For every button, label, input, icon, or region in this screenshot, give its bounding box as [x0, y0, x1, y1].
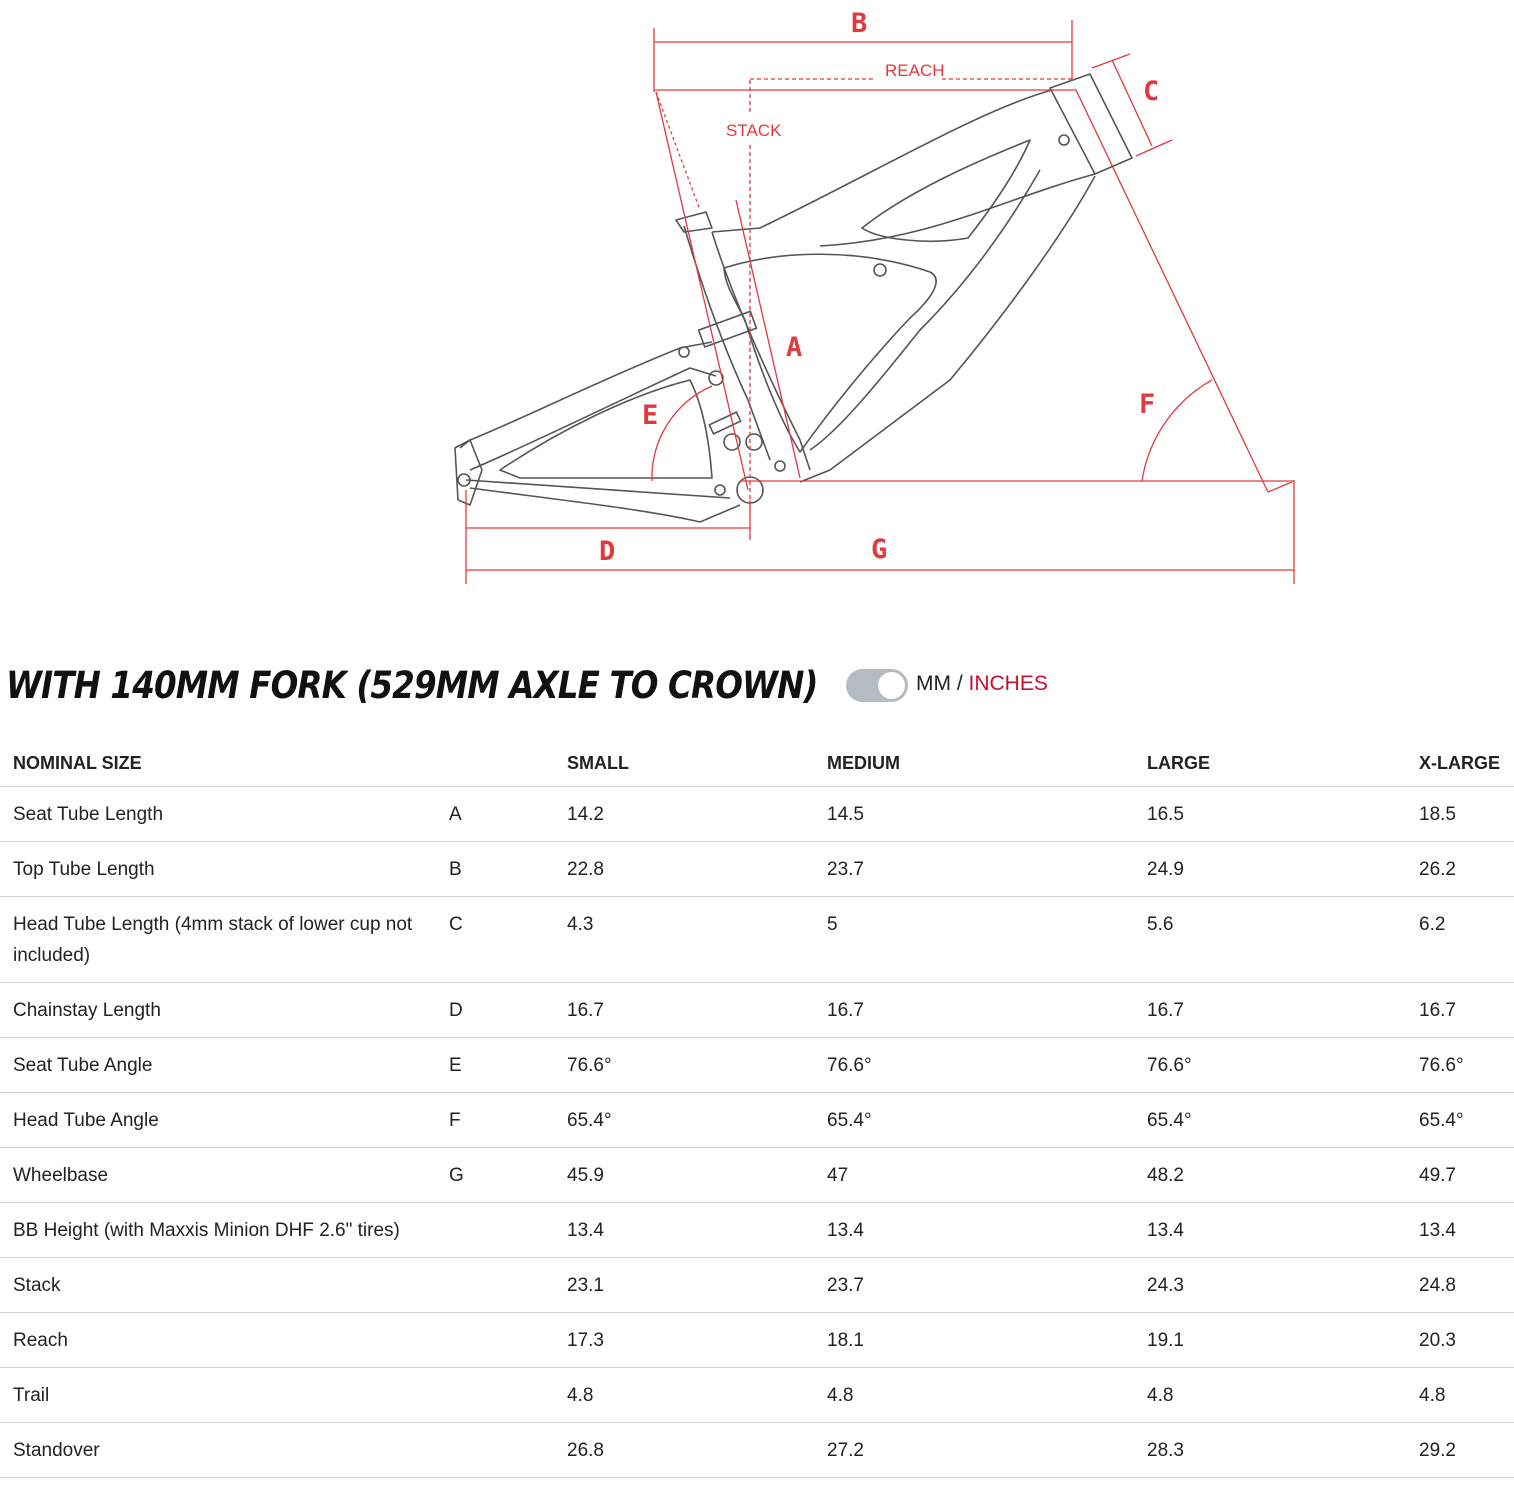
cell-xlarge: 29.2: [1406, 1423, 1514, 1478]
table-row: [0, 1313, 1514, 1368]
label-a: A: [786, 332, 803, 363]
geometry-table: [0, 740, 1514, 1478]
cell-xlarge: 65.4°: [1406, 1093, 1514, 1148]
cell-small: 17.3: [554, 1313, 814, 1368]
row-letter: F: [436, 1093, 554, 1148]
header-medium: MEDIUM: [814, 740, 1134, 787]
cell-xlarge: 24.8: [1406, 1258, 1514, 1313]
table-row: [0, 983, 1514, 1038]
cell-small: 76.6°: [554, 1038, 814, 1093]
cell-large: 65.4°: [1134, 1093, 1406, 1148]
cell-xlarge: 13.4: [1406, 1203, 1514, 1258]
cell-medium: 18.1: [814, 1313, 1134, 1368]
cell-medium: 65.4°: [814, 1093, 1134, 1148]
cell-small: 26.8: [554, 1423, 814, 1478]
cell-xlarge: 4.8: [1406, 1368, 1514, 1423]
label-g: G: [871, 534, 888, 565]
cell-medium: 16.7: [814, 983, 1134, 1038]
table-row: [0, 1148, 1514, 1203]
label-f: F: [1139, 389, 1156, 420]
cell-xlarge: 26.2: [1406, 842, 1514, 897]
row-label: Standover: [0, 1423, 436, 1478]
row-label: Seat Tube Length: [0, 787, 436, 842]
cell-small: 13.4: [554, 1203, 814, 1258]
cell-medium: 4.8: [814, 1368, 1134, 1423]
toggle-knob: [878, 672, 905, 699]
cell-large: 19.1: [1134, 1313, 1406, 1368]
row-label: Head Tube Length (4mm stack of lower cup not included): [0, 897, 436, 983]
dimension-lines: [466, 20, 1294, 584]
header-nominal-size: NOMINAL SIZE: [0, 740, 436, 787]
row-label: Chainstay Length: [0, 983, 436, 1038]
cell-small: 65.4°: [554, 1093, 814, 1148]
frame-geometry-diagram: [0, 0, 1514, 600]
row-letter: C: [436, 897, 554, 983]
cell-medium: 47: [814, 1148, 1134, 1203]
unit-inches-label[interactable]: INCHES: [968, 672, 1048, 695]
cell-xlarge: 16.7: [1406, 983, 1514, 1038]
header-xlarge: X-LARGE: [1406, 740, 1514, 787]
cell-large: 24.9: [1134, 842, 1406, 897]
cell-medium: 27.2: [814, 1423, 1134, 1478]
cell-medium: 76.6°: [814, 1038, 1134, 1093]
cell-large: 16.5: [1134, 787, 1406, 842]
cell-xlarge: 76.6°: [1406, 1038, 1514, 1093]
cell-xlarge: 18.5: [1406, 787, 1514, 842]
cell-small: 4.3: [554, 897, 814, 983]
row-label: Trail: [0, 1368, 436, 1423]
header-large: LARGE: [1134, 740, 1406, 787]
cell-large: 48.2: [1134, 1148, 1406, 1203]
row-label: Wheelbase: [0, 1148, 436, 1203]
cell-small: 45.9: [554, 1148, 814, 1203]
table-row: [0, 1203, 1514, 1258]
cell-xlarge: 49.7: [1406, 1148, 1514, 1203]
row-letter: E: [436, 1038, 554, 1093]
cell-small: 14.2: [554, 787, 814, 842]
unit-labels: [916, 672, 1048, 696]
row-letter: G: [436, 1148, 554, 1203]
cell-small: 23.1: [554, 1258, 814, 1313]
row-label: Stack: [0, 1258, 436, 1313]
row-letter: [436, 1258, 554, 1313]
cell-large: 76.6°: [1134, 1038, 1406, 1093]
cell-medium: 23.7: [814, 842, 1134, 897]
row-letter: [436, 1313, 554, 1368]
table-row: [0, 1038, 1514, 1093]
cell-large: 16.7: [1134, 983, 1406, 1038]
cell-xlarge: 6.2: [1406, 897, 1514, 983]
row-label: Head Tube Angle: [0, 1093, 436, 1148]
table-row: [0, 1423, 1514, 1478]
table-row: [0, 1368, 1514, 1423]
row-label: Top Tube Length: [0, 842, 436, 897]
row-letter: A: [436, 787, 554, 842]
cell-large: 24.3: [1134, 1258, 1406, 1313]
row-letter: B: [436, 842, 554, 897]
table-row: [0, 1093, 1514, 1148]
unit-separator: /: [951, 672, 969, 695]
cell-small: 22.8: [554, 842, 814, 897]
cell-small: 16.7: [554, 983, 814, 1038]
cell-medium: 13.4: [814, 1203, 1134, 1258]
cell-large: 28.3: [1134, 1423, 1406, 1478]
table-header-row: [0, 740, 1514, 787]
table-row: [0, 787, 1514, 842]
table-row: [0, 897, 1514, 983]
row-letter: [436, 1203, 554, 1258]
header-small: SMALL: [554, 740, 814, 787]
cell-large: 13.4: [1134, 1203, 1406, 1258]
unit-toggle-switch[interactable]: [846, 669, 908, 702]
row-letter: [436, 1423, 554, 1478]
label-stack: STACK: [726, 121, 782, 140]
cell-xlarge: 20.3: [1406, 1313, 1514, 1368]
row-label: BB Height (with Maxxis Minion DHF 2.6" tires): [0, 1203, 436, 1258]
row-letter: D: [436, 983, 554, 1038]
row-letter: [436, 1368, 554, 1423]
cell-large: 4.8: [1134, 1368, 1406, 1423]
label-c: C: [1143, 76, 1160, 107]
bike-frame-outline: [455, 74, 1132, 522]
label-b: B: [851, 8, 868, 39]
label-d: D: [599, 536, 616, 567]
page-title: WITH 140MM FORK (529MM AXLE TO CROWN): [6, 663, 818, 707]
cell-medium: 14.5: [814, 787, 1134, 842]
row-label: Reach: [0, 1313, 436, 1368]
cell-large: 5.6: [1134, 897, 1406, 983]
cell-small: 4.8: [554, 1368, 814, 1423]
table-row: [0, 842, 1514, 897]
label-reach: REACH: [885, 61, 945, 80]
table-row: [0, 1258, 1514, 1313]
header-letter: [436, 740, 554, 787]
label-e: E: [642, 400, 659, 431]
cell-medium: 23.7: [814, 1258, 1134, 1313]
row-label: Seat Tube Angle: [0, 1038, 436, 1093]
cell-medium: 5: [814, 897, 1134, 983]
unit-mm-label[interactable]: MM: [916, 672, 951, 695]
geometry-heading: [6, 660, 928, 710]
